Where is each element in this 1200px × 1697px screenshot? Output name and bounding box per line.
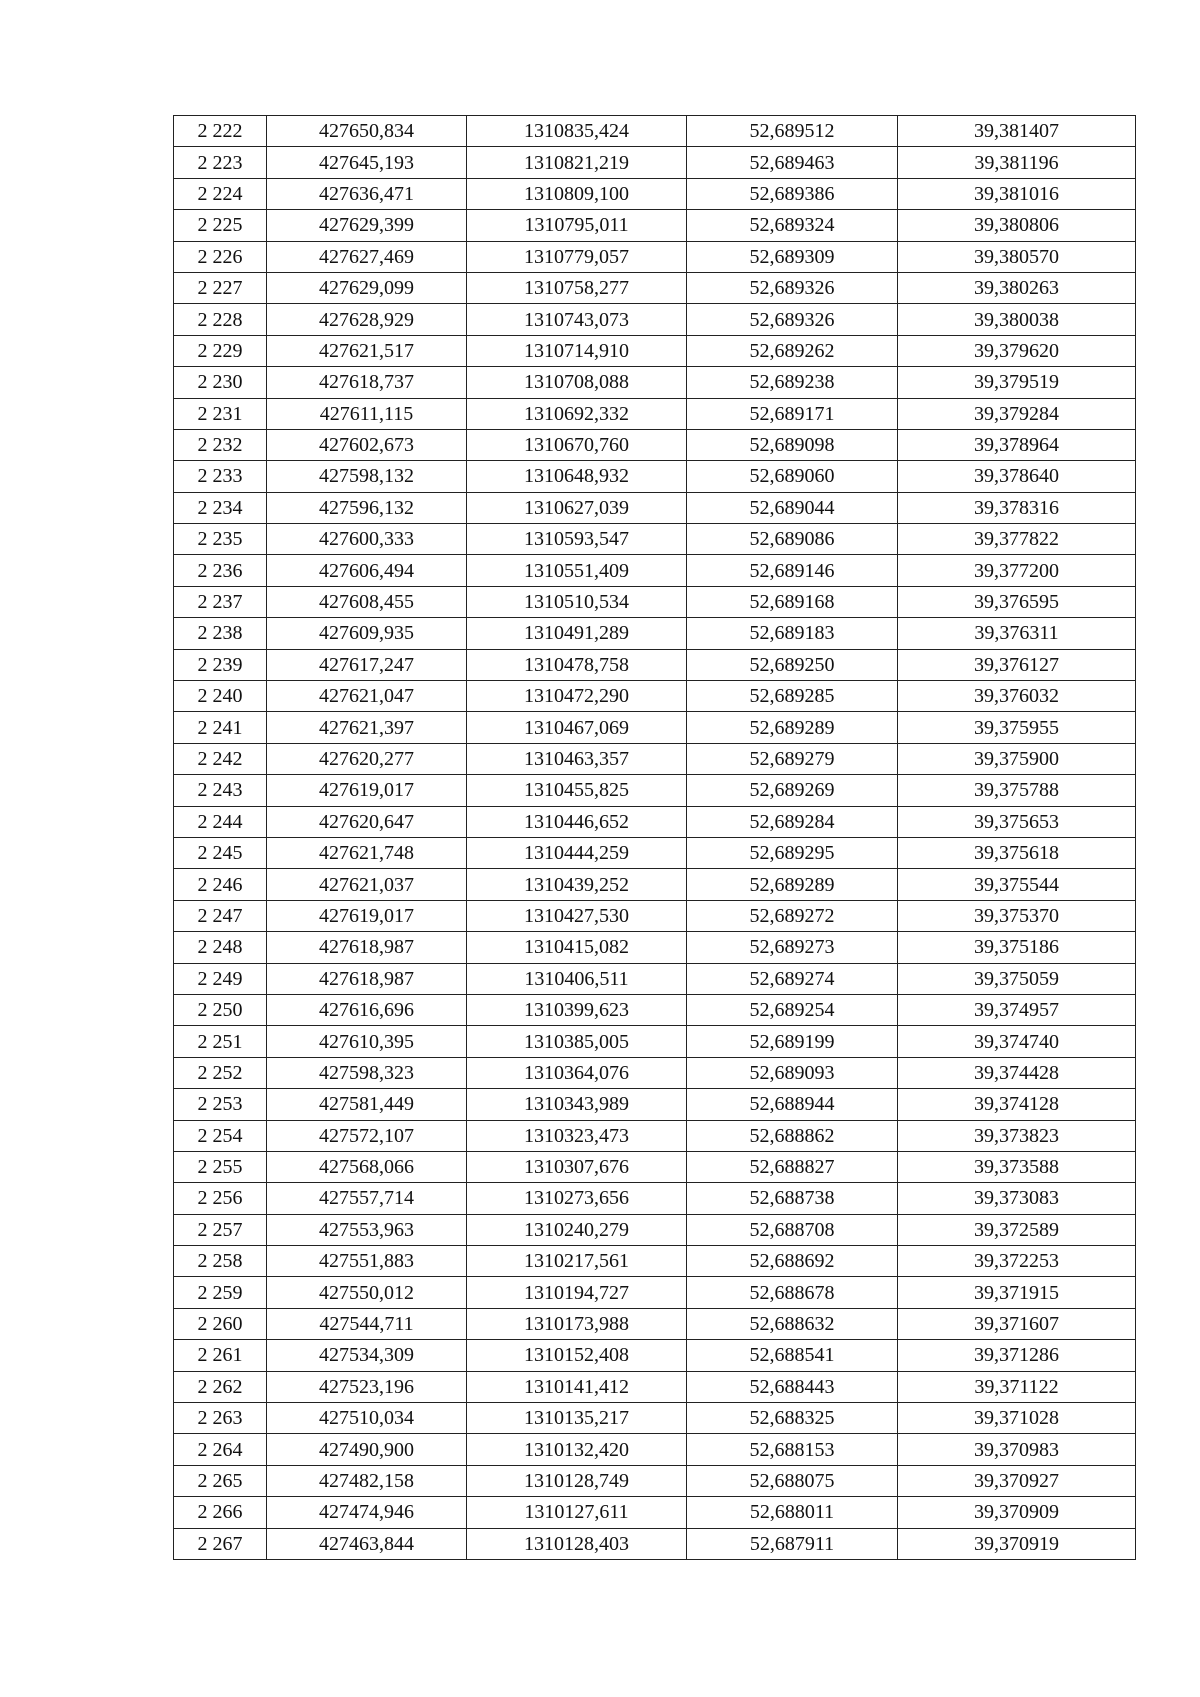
- table-row: [174, 304, 1136, 335]
- coord-x-cell: 427619,017: [267, 775, 467, 806]
- latitude-cell: 52,688738: [687, 1183, 898, 1214]
- coord-x-cell: 427606,494: [267, 555, 467, 586]
- point-number-cell: 2 247: [174, 900, 267, 931]
- latitude-cell: 52,689183: [687, 618, 898, 649]
- longitude-cell: 39,370919: [898, 1528, 1136, 1559]
- latitude-cell: 52,689254: [687, 994, 898, 1025]
- coord-x-cell: 427490,900: [267, 1434, 467, 1465]
- longitude-cell: 39,375059: [898, 963, 1136, 994]
- coord-x-cell: 427618,987: [267, 932, 467, 963]
- longitude-cell: 39,379620: [898, 335, 1136, 366]
- coord-y-cell: 1310385,005: [467, 1026, 687, 1057]
- table-row: [174, 1026, 1136, 1057]
- point-number-cell: 2 248: [174, 932, 267, 963]
- coord-y-cell: 1310141,412: [467, 1371, 687, 1402]
- point-number-cell: 2 239: [174, 649, 267, 680]
- coord-x-cell: 427553,963: [267, 1214, 467, 1245]
- latitude-cell: 52,689168: [687, 586, 898, 617]
- coord-x-cell: 427627,469: [267, 241, 467, 272]
- latitude-cell: 52,689146: [687, 555, 898, 586]
- table-row: [174, 775, 1136, 806]
- coord-y-cell: 1310835,424: [467, 116, 687, 147]
- point-number-cell: 2 232: [174, 429, 267, 460]
- table-row: [174, 1089, 1136, 1120]
- point-number-cell: 2 237: [174, 586, 267, 617]
- coord-y-cell: 1310478,758: [467, 649, 687, 680]
- table-row: [174, 1434, 1136, 1465]
- point-number-cell: 2 250: [174, 994, 267, 1025]
- latitude-cell: 52,688632: [687, 1308, 898, 1339]
- longitude-cell: 39,378964: [898, 429, 1136, 460]
- coord-x-cell: 427650,834: [267, 116, 467, 147]
- longitude-cell: 39,374957: [898, 994, 1136, 1025]
- point-number-cell: 2 253: [174, 1089, 267, 1120]
- coord-y-cell: 1310307,676: [467, 1151, 687, 1182]
- point-number-cell: 2 235: [174, 524, 267, 555]
- longitude-cell: 39,376127: [898, 649, 1136, 680]
- point-number-cell: 2 240: [174, 681, 267, 712]
- longitude-cell: 39,378640: [898, 461, 1136, 492]
- longitude-cell: 39,375544: [898, 869, 1136, 900]
- table-row: [174, 900, 1136, 931]
- coord-x-cell: 427636,471: [267, 178, 467, 209]
- coord-y-cell: 1310472,290: [467, 681, 687, 712]
- coord-x-cell: 427474,946: [267, 1497, 467, 1528]
- coord-y-cell: 1310343,989: [467, 1089, 687, 1120]
- table-row: [174, 398, 1136, 429]
- coord-x-cell: 427534,309: [267, 1340, 467, 1371]
- latitude-cell: 52,688443: [687, 1371, 898, 1402]
- coord-x-cell: 427621,047: [267, 681, 467, 712]
- coord-x-cell: 427620,277: [267, 743, 467, 774]
- point-number-cell: 2 234: [174, 492, 267, 523]
- table-row: [174, 1528, 1136, 1559]
- table-row: [174, 461, 1136, 492]
- point-number-cell: 2 256: [174, 1183, 267, 1214]
- latitude-cell: 52,689250: [687, 649, 898, 680]
- latitude-cell: 52,689274: [687, 963, 898, 994]
- longitude-cell: 39,375618: [898, 837, 1136, 868]
- longitude-cell: 39,370983: [898, 1434, 1136, 1465]
- coord-x-cell: 427568,066: [267, 1151, 467, 1182]
- table-row: [174, 586, 1136, 617]
- longitude-cell: 39,381407: [898, 116, 1136, 147]
- longitude-cell: 39,372589: [898, 1214, 1136, 1245]
- longitude-cell: 39,374740: [898, 1026, 1136, 1057]
- coord-x-cell: 427620,647: [267, 806, 467, 837]
- coord-x-cell: 427621,517: [267, 335, 467, 366]
- point-number-cell: 2 229: [174, 335, 267, 366]
- coord-y-cell: 1310127,611: [467, 1497, 687, 1528]
- table-row: [174, 618, 1136, 649]
- latitude-cell: 52,689093: [687, 1057, 898, 1088]
- point-number-cell: 2 228: [174, 304, 267, 335]
- coord-x-cell: 427523,196: [267, 1371, 467, 1402]
- latitude-cell: 52,688708: [687, 1214, 898, 1245]
- coord-x-cell: 427557,714: [267, 1183, 467, 1214]
- table-row: [174, 210, 1136, 241]
- longitude-cell: 39,377200: [898, 555, 1136, 586]
- coord-y-cell: 1310463,357: [467, 743, 687, 774]
- latitude-cell: 52,689060: [687, 461, 898, 492]
- point-number-cell: 2 222: [174, 116, 267, 147]
- point-number-cell: 2 263: [174, 1403, 267, 1434]
- coord-y-cell: 1310510,534: [467, 586, 687, 617]
- coord-x-cell: 427616,696: [267, 994, 467, 1025]
- latitude-cell: 52,689086: [687, 524, 898, 555]
- table-row: [174, 1120, 1136, 1151]
- coord-y-cell: 1310491,289: [467, 618, 687, 649]
- table-row: [174, 806, 1136, 837]
- coord-y-cell: 1310444,259: [467, 837, 687, 868]
- longitude-cell: 39,374428: [898, 1057, 1136, 1088]
- point-number-cell: 2 254: [174, 1120, 267, 1151]
- longitude-cell: 39,371915: [898, 1277, 1136, 1308]
- table-row: [174, 649, 1136, 680]
- point-number-cell: 2 233: [174, 461, 267, 492]
- coord-y-cell: 1310795,011: [467, 210, 687, 241]
- coord-x-cell: 427621,037: [267, 869, 467, 900]
- coord-x-cell: 427550,012: [267, 1277, 467, 1308]
- table-row: [174, 1214, 1136, 1245]
- point-number-cell: 2 267: [174, 1528, 267, 1559]
- coord-y-cell: 1310240,279: [467, 1214, 687, 1245]
- point-number-cell: 2 258: [174, 1246, 267, 1277]
- coord-y-cell: 1310194,727: [467, 1277, 687, 1308]
- coord-y-cell: 1310439,252: [467, 869, 687, 900]
- table-row: [174, 116, 1136, 147]
- latitude-cell: 52,688862: [687, 1120, 898, 1151]
- coord-x-cell: 427610,395: [267, 1026, 467, 1057]
- coord-y-cell: 1310128,403: [467, 1528, 687, 1559]
- table-row: [174, 869, 1136, 900]
- coord-x-cell: 427572,107: [267, 1120, 467, 1151]
- table-row: [174, 1371, 1136, 1402]
- longitude-cell: 39,373083: [898, 1183, 1136, 1214]
- coord-y-cell: 1310399,623: [467, 994, 687, 1025]
- coord-x-cell: 427598,323: [267, 1057, 467, 1088]
- coord-y-cell: 1310455,825: [467, 775, 687, 806]
- point-number-cell: 2 266: [174, 1497, 267, 1528]
- latitude-cell: 52,689262: [687, 335, 898, 366]
- latitude-cell: 52,689285: [687, 681, 898, 712]
- coord-y-cell: 1310743,073: [467, 304, 687, 335]
- coord-y-cell: 1310323,473: [467, 1120, 687, 1151]
- latitude-cell: 52,688325: [687, 1403, 898, 1434]
- coord-x-cell: 427602,673: [267, 429, 467, 460]
- coord-y-cell: 1310648,932: [467, 461, 687, 492]
- latitude-cell: 52,689463: [687, 147, 898, 178]
- latitude-cell: 52,689386: [687, 178, 898, 209]
- point-number-cell: 2 242: [174, 743, 267, 774]
- point-number-cell: 2 262: [174, 1371, 267, 1402]
- coord-y-cell: 1310670,760: [467, 429, 687, 460]
- longitude-cell: 39,376311: [898, 618, 1136, 649]
- latitude-cell: 52,689272: [687, 900, 898, 931]
- table-row: [174, 837, 1136, 868]
- longitude-cell: 39,374128: [898, 1089, 1136, 1120]
- latitude-cell: 52,689284: [687, 806, 898, 837]
- point-number-cell: 2 246: [174, 869, 267, 900]
- latitude-cell: 52,689289: [687, 712, 898, 743]
- coord-y-cell: 1310714,910: [467, 335, 687, 366]
- point-number-cell: 2 238: [174, 618, 267, 649]
- latitude-cell: 52,689279: [687, 743, 898, 774]
- coord-y-cell: 1310173,988: [467, 1308, 687, 1339]
- coordinates-table: [173, 115, 1136, 1560]
- table-row: [174, 743, 1136, 774]
- table-row: [174, 272, 1136, 303]
- point-number-cell: 2 245: [174, 837, 267, 868]
- coord-y-cell: 1310217,561: [467, 1246, 687, 1277]
- latitude-cell: 52,688678: [687, 1277, 898, 1308]
- point-number-cell: 2 236: [174, 555, 267, 586]
- longitude-cell: 39,370909: [898, 1497, 1136, 1528]
- longitude-cell: 39,376032: [898, 681, 1136, 712]
- table-row: [174, 994, 1136, 1025]
- latitude-cell: 52,689309: [687, 241, 898, 272]
- point-number-cell: 2 257: [174, 1214, 267, 1245]
- latitude-cell: 52,689238: [687, 367, 898, 398]
- longitude-cell: 39,371028: [898, 1403, 1136, 1434]
- longitude-cell: 39,371286: [898, 1340, 1136, 1371]
- coord-y-cell: 1310135,217: [467, 1403, 687, 1434]
- longitude-cell: 39,381016: [898, 178, 1136, 209]
- longitude-cell: 39,373588: [898, 1151, 1136, 1182]
- coord-x-cell: 427598,132: [267, 461, 467, 492]
- table-row: [174, 932, 1136, 963]
- longitude-cell: 39,373823: [898, 1120, 1136, 1151]
- latitude-cell: 52,689512: [687, 116, 898, 147]
- point-number-cell: 2 265: [174, 1465, 267, 1496]
- table-row: [174, 963, 1136, 994]
- coord-x-cell: 427581,449: [267, 1089, 467, 1120]
- coord-x-cell: 427482,158: [267, 1465, 467, 1496]
- latitude-cell: 52,688944: [687, 1089, 898, 1120]
- latitude-cell: 52,689326: [687, 304, 898, 335]
- coord-y-cell: 1310152,408: [467, 1340, 687, 1371]
- table-row: [174, 1151, 1136, 1182]
- coord-x-cell: 427551,883: [267, 1246, 467, 1277]
- longitude-cell: 39,381196: [898, 147, 1136, 178]
- table-row: [174, 1340, 1136, 1371]
- latitude-cell: 52,689199: [687, 1026, 898, 1057]
- coord-y-cell: 1310809,100: [467, 178, 687, 209]
- latitude-cell: 52,688075: [687, 1465, 898, 1496]
- latitude-cell: 52,689098: [687, 429, 898, 460]
- table-row: [174, 429, 1136, 460]
- point-number-cell: 2 223: [174, 147, 267, 178]
- coord-y-cell: 1310593,547: [467, 524, 687, 555]
- coord-y-cell: 1310467,069: [467, 712, 687, 743]
- coord-x-cell: 427611,115: [267, 398, 467, 429]
- coord-x-cell: 427619,017: [267, 900, 467, 931]
- longitude-cell: 39,379519: [898, 367, 1136, 398]
- latitude-cell: 52,689289: [687, 869, 898, 900]
- latitude-cell: 52,687911: [687, 1528, 898, 1559]
- point-number-cell: 2 224: [174, 178, 267, 209]
- coord-y-cell: 1310779,057: [467, 241, 687, 272]
- coord-x-cell: 427621,748: [267, 837, 467, 868]
- latitude-cell: 52,689269: [687, 775, 898, 806]
- coord-x-cell: 427544,711: [267, 1308, 467, 1339]
- longitude-cell: 39,380570: [898, 241, 1136, 272]
- table-row: [174, 178, 1136, 209]
- longitude-cell: 39,375788: [898, 775, 1136, 806]
- table-row: [174, 1497, 1136, 1528]
- coord-x-cell: 427617,247: [267, 649, 467, 680]
- longitude-cell: 39,371607: [898, 1308, 1136, 1339]
- table-row: [174, 492, 1136, 523]
- latitude-cell: 52,688692: [687, 1246, 898, 1277]
- point-number-cell: 2 252: [174, 1057, 267, 1088]
- longitude-cell: 39,375370: [898, 900, 1136, 931]
- longitude-cell: 39,375186: [898, 932, 1136, 963]
- longitude-cell: 39,380038: [898, 304, 1136, 335]
- point-number-cell: 2 255: [174, 1151, 267, 1182]
- coordinates-table-body: [174, 116, 1136, 1560]
- table-row: [174, 681, 1136, 712]
- longitude-cell: 39,379284: [898, 398, 1136, 429]
- longitude-cell: 39,372253: [898, 1246, 1136, 1277]
- coord-y-cell: 1310692,332: [467, 398, 687, 429]
- coord-y-cell: 1310758,277: [467, 272, 687, 303]
- longitude-cell: 39,376595: [898, 586, 1136, 617]
- coord-y-cell: 1310627,039: [467, 492, 687, 523]
- longitude-cell: 39,371122: [898, 1371, 1136, 1402]
- table-row: [174, 367, 1136, 398]
- latitude-cell: 52,688827: [687, 1151, 898, 1182]
- coord-x-cell: 427600,333: [267, 524, 467, 555]
- point-number-cell: 2 226: [174, 241, 267, 272]
- coord-x-cell: 427621,397: [267, 712, 467, 743]
- coord-x-cell: 427618,987: [267, 963, 467, 994]
- longitude-cell: 39,370927: [898, 1465, 1136, 1496]
- table-row: [174, 335, 1136, 366]
- table-row: [174, 1057, 1136, 1088]
- latitude-cell: 52,689171: [687, 398, 898, 429]
- point-number-cell: 2 241: [174, 712, 267, 743]
- coord-y-cell: 1310364,076: [467, 1057, 687, 1088]
- table-row: [174, 1183, 1136, 1214]
- point-number-cell: 2 251: [174, 1026, 267, 1057]
- coord-x-cell: 427596,132: [267, 492, 467, 523]
- longitude-cell: 39,380806: [898, 210, 1136, 241]
- longitude-cell: 39,380263: [898, 272, 1136, 303]
- table-row: [174, 1465, 1136, 1496]
- latitude-cell: 52,689295: [687, 837, 898, 868]
- coord-x-cell: 427618,737: [267, 367, 467, 398]
- coord-y-cell: 1310446,652: [467, 806, 687, 837]
- point-number-cell: 2 225: [174, 210, 267, 241]
- coord-y-cell: 1310551,409: [467, 555, 687, 586]
- point-number-cell: 2 260: [174, 1308, 267, 1339]
- coord-y-cell: 1310406,511: [467, 963, 687, 994]
- coord-y-cell: 1310273,656: [467, 1183, 687, 1214]
- point-number-cell: 2 261: [174, 1340, 267, 1371]
- table-row: [174, 1308, 1136, 1339]
- point-number-cell: 2 227: [174, 272, 267, 303]
- latitude-cell: 52,688153: [687, 1434, 898, 1465]
- point-number-cell: 2 259: [174, 1277, 267, 1308]
- longitude-cell: 39,378316: [898, 492, 1136, 523]
- longitude-cell: 39,377822: [898, 524, 1136, 555]
- latitude-cell: 52,689326: [687, 272, 898, 303]
- table-row: [174, 1403, 1136, 1434]
- table-row: [174, 1277, 1136, 1308]
- point-number-cell: 2 244: [174, 806, 267, 837]
- longitude-cell: 39,375653: [898, 806, 1136, 837]
- longitude-cell: 39,375900: [898, 743, 1136, 774]
- coord-y-cell: 1310132,420: [467, 1434, 687, 1465]
- latitude-cell: 52,688541: [687, 1340, 898, 1371]
- coord-y-cell: 1310427,530: [467, 900, 687, 931]
- table-row: [174, 524, 1136, 555]
- longitude-cell: 39,375955: [898, 712, 1136, 743]
- coord-x-cell: 427628,929: [267, 304, 467, 335]
- point-number-cell: 2 249: [174, 963, 267, 994]
- latitude-cell: 52,689273: [687, 932, 898, 963]
- point-number-cell: 2 264: [174, 1434, 267, 1465]
- point-number-cell: 2 231: [174, 398, 267, 429]
- coord-x-cell: 427609,935: [267, 618, 467, 649]
- latitude-cell: 52,689324: [687, 210, 898, 241]
- latitude-cell: 52,688011: [687, 1497, 898, 1528]
- coord-x-cell: 427629,399: [267, 210, 467, 241]
- coord-y-cell: 1310128,749: [467, 1465, 687, 1496]
- latitude-cell: 52,689044: [687, 492, 898, 523]
- table-row: [174, 147, 1136, 178]
- table-row: [174, 712, 1136, 743]
- table-row: [174, 555, 1136, 586]
- coord-y-cell: 1310415,082: [467, 932, 687, 963]
- point-number-cell: 2 243: [174, 775, 267, 806]
- coord-x-cell: 427510,034: [267, 1403, 467, 1434]
- coord-y-cell: 1310708,088: [467, 367, 687, 398]
- table-row: [174, 1246, 1136, 1277]
- coord-x-cell: 427463,844: [267, 1528, 467, 1559]
- coord-x-cell: 427608,455: [267, 586, 467, 617]
- coord-x-cell: 427645,193: [267, 147, 467, 178]
- coord-y-cell: 1310821,219: [467, 147, 687, 178]
- table-row: [174, 241, 1136, 272]
- coord-x-cell: 427629,099: [267, 272, 467, 303]
- point-number-cell: 2 230: [174, 367, 267, 398]
